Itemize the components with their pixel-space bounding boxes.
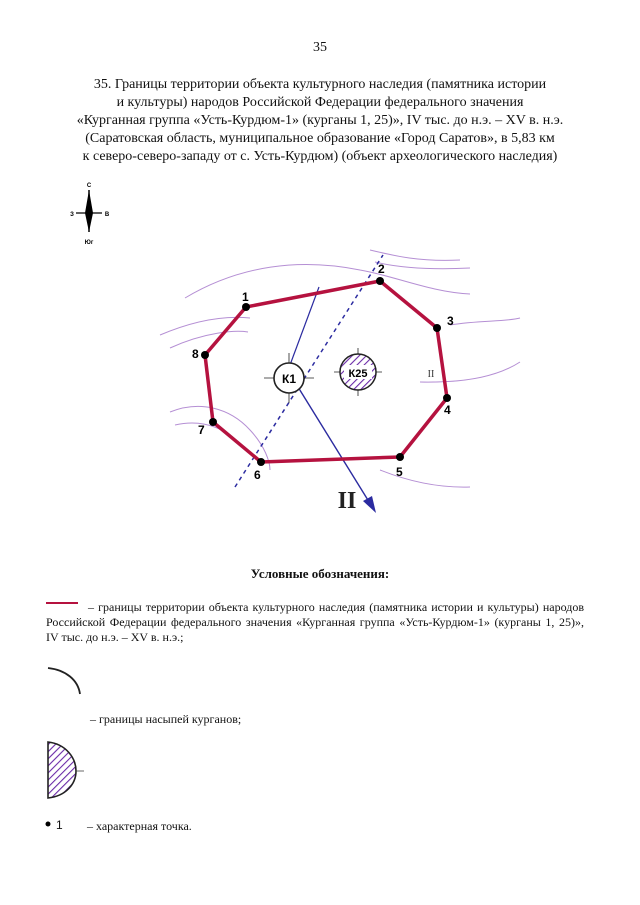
contour-line <box>170 406 270 470</box>
title-line: к северо-северо-западу от с. Усть-Курдюм) (объект археологического наследия) <box>82 149 558 164</box>
section-axis <box>287 287 376 513</box>
kurgan-label: К1 <box>282 372 296 386</box>
compass-west-label: З <box>70 212 74 218</box>
contour-line <box>420 362 520 382</box>
compass-east-label: В <box>104 212 110 218</box>
contour-line <box>450 318 520 325</box>
profile-label: II <box>337 488 357 514</box>
point-label: 2 <box>378 262 385 276</box>
point-label: 5 <box>396 465 403 479</box>
compass-south-label: Юг <box>84 240 94 246</box>
contour-line <box>370 250 460 260</box>
contour-line <box>380 470 470 487</box>
profile-small-label: II <box>427 369 435 380</box>
point-label: 4 <box>444 403 451 417</box>
kurgan-k25 <box>334 348 382 396</box>
title-line: «Курганная группа «Усть-Курдюм-1» (курганы 1, 25)», IV тыс. до н.э. – XV в. н.э. <box>76 113 564 128</box>
point-label: 8 <box>192 347 199 361</box>
contour-line <box>185 265 470 298</box>
legend-boundary-text: – границы территории объекта культурного наследия (памятника истории и культуры) народов Российской Федерации федерального значения «Курганная группа «Усть-Курдюм-1» (курганы 1, 25)», IV тыс. до н.э. – XV в. н.э.; <box>46 600 584 644</box>
characteristic-point <box>201 351 209 359</box>
axis-arrow-icon <box>363 496 376 513</box>
characteristic-point <box>433 324 441 332</box>
characteristic-point <box>257 458 265 466</box>
characteristic-point <box>376 277 384 285</box>
kurgan-label: К25 <box>348 368 368 380</box>
legend-point-number: 1 <box>56 818 63 832</box>
contour-line <box>175 423 245 450</box>
legend-kurgan-text: – границы насыпей курганов; <box>90 712 242 726</box>
characteristic-point <box>209 418 217 426</box>
contour-line <box>375 262 470 269</box>
page-number: 35 <box>313 40 327 55</box>
characteristic-point <box>396 453 404 461</box>
point-label: 7 <box>198 423 205 437</box>
point-label: 1 <box>242 290 249 304</box>
characteristic-point <box>443 394 451 402</box>
compass-rose <box>70 183 110 246</box>
legend-point-symbol <box>46 822 51 827</box>
kurgan-k1 <box>264 353 314 403</box>
legend-kurgan-arc-symbol <box>48 668 80 694</box>
legend-point-text: – характерная точка. <box>87 819 192 833</box>
title-line: (Саратовская область, муниципальное образование «Город Саратов», в 5,83 км <box>85 131 555 146</box>
compass-north-label: С <box>86 183 92 189</box>
legend-heading: Условные обозначения: <box>250 566 390 581</box>
title-line: и культуры) народов Российской Федерации федерального значения <box>116 95 524 110</box>
title-line: 35. Границы территории объекта культурного наследия (памятника истории <box>93 77 547 92</box>
characteristic-point <box>242 303 250 311</box>
point-label: 3 <box>447 314 454 328</box>
point-label: 6 <box>254 468 261 482</box>
contour-line <box>170 331 248 348</box>
territory-boundary <box>205 281 447 462</box>
legend-kurgan-hatch-symbol <box>48 742 76 798</box>
